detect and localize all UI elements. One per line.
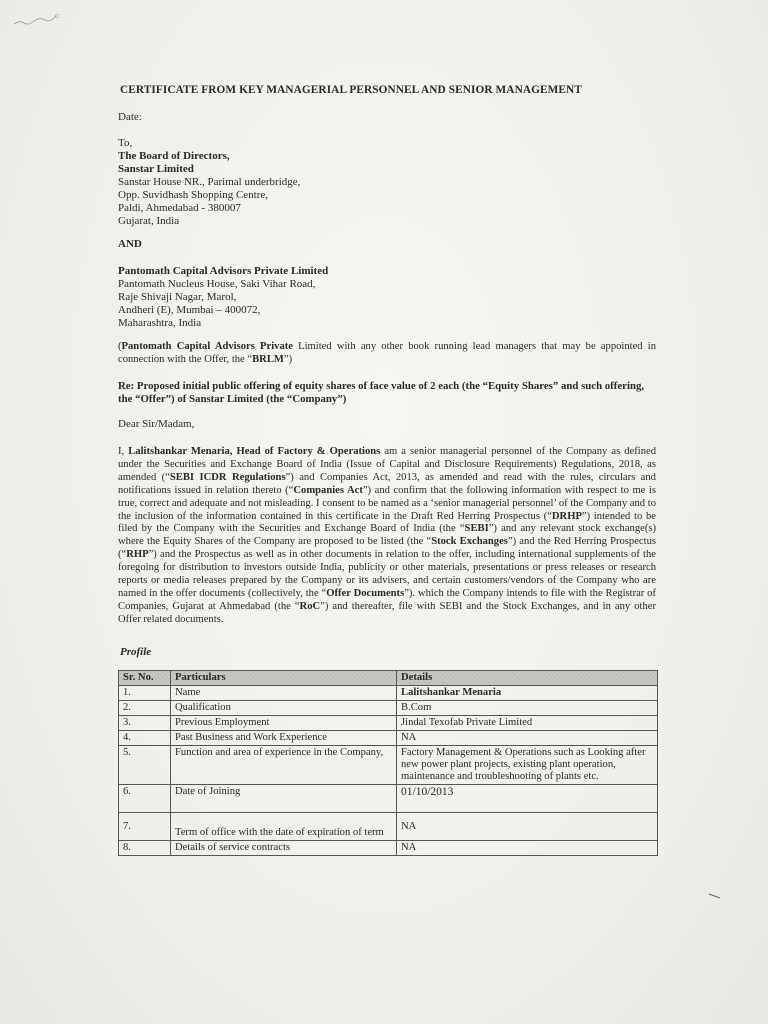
row-particular: Qualification [171,701,397,716]
subject-line: Re: Proposed initial public offering of equity shares of face value of 2 each (the “Equity Shares” and such offering, the “Offer”) of Sanstar Limited (the “Company”) [118,380,645,405]
table-row [119,731,658,746]
row-detail: Jindal Texofab Private Limited [397,716,658,731]
table-row [119,785,658,813]
profile-heading: Profile [120,646,152,658]
row-particular: Term of office with the date of expiration of term [171,813,397,841]
addressee-board: The Board of Directors, [118,150,230,162]
row-number: 5. [119,746,171,785]
row-detail: NA [397,841,658,856]
stray-pen-mark [708,893,722,899]
row-number: 7. [119,813,171,841]
pen-scribble-mark [12,8,62,30]
address-line: Pantomath Nucleus House, Saki Vihar Road, [118,278,316,290]
table-row [119,716,658,731]
column-header: Particulars [171,671,397,686]
row-particular: Past Business and Work Experience [171,731,397,746]
date-line: Date: [118,111,142,123]
address-line: Paldi, Ahmedabad - 380007 [118,202,241,214]
brlm-name: Pantomath Capital Advisors Private Limited [118,265,329,277]
table-row [119,813,658,841]
brlm-address-block [118,265,328,330]
body-paragraph: I, Lalitshankar Menaria, Head of Factory & Operations am a senior managerial personnel of the Company as defined under the Securities and Exchange Board of India (Issue of Capital and Disclosure Requirements) Regulations, 2018, as amended (“SEBI ICDR Regulations”) and Companies Act, 2013, as amended and read with the rules, circulars and notifications issued in relation thereto (“Companies Act”) and confirm that the following information with respect to me is true, correct and adequate and not misleading. I consent to be named as a ‘senior managerial personnel’ of the Company and to the inclusion of the information contained in this certificate in the Draft Red Herring Prospectus (“DRHP”) intended to be filed by the Company with the Securities and Exchange Board of India (the “SEBI”) and any relevant stock exchange(s) where the Equity Shares of the Company are proposed to be listed (the “Stock Exchanges”) and the Red Herring Prospectus (“RHP”) and the Prospectus as well as in other documents in relation to the offer, including international supplements of the foregoing for distribution to investors outside India, publicity or other materials, presentations or press releases or research reports or media releases prepared by the Company or its advisers, and certain customers/vendors of the Company who are named in the offer documents (collectively, the “Offer Documents”). which the Company intends to file with the Registrar of Companies, Gujarat at Ahmedabad (the “RoC”) and thereafter, file with SEBI and the Stock Exchanges, and in any other Offer related documents. [118,446,657,625]
row-number: 4. [119,731,171,746]
row-detail: NA [397,731,658,746]
column-header: Sr. No. [119,671,171,686]
row-particular: Function and area of experience in the Company, [171,746,397,785]
row-detail: B.Com [397,701,658,716]
row-detail: Lalitshankar Menaria [397,686,658,701]
row-detail: NA [397,813,658,841]
document-title: CERTIFICATE FROM KEY MANAGERIAL PERSONNEL AND SENIOR MANAGEMENT [120,84,582,96]
row-number: 6. [119,785,171,813]
table-row [119,841,658,856]
brlm-definition: (Pantomath Capital Advisors Private Limited with any other book running lead managers that may be appointed in connection with the Offer, the “BRLM”) [118,341,656,365]
addressee-company: Sanstar Limited [118,163,194,175]
row-number: 3. [119,716,171,731]
row-particular: Previous Employment [171,716,397,731]
row-particular: Details of service contracts [171,841,397,856]
address-line: Sanstar House NR., Parimal underbridge, [118,176,301,188]
column-header: Details [397,671,658,686]
row-detail: Factory Management & Operations such as Looking after new power plant projects, existing plant operation, maintenance and troubleshooting of plants etc. [397,746,658,785]
row-number: 1. [119,686,171,701]
table-header-row [119,671,658,686]
table-row [119,701,658,716]
address-line: Andheri (E), Mumbai – 400072, [118,304,261,316]
address-line: Gujarat, India [118,215,180,227]
table-row [119,746,658,785]
greeting: Dear Sir/Madam, [118,418,195,430]
row-number: 8. [119,841,171,856]
address-line: Raje Shivaji Nagar, Marol, [118,291,237,303]
row-detail: 01/10/2013 [397,785,658,813]
salutation-to: To, [118,137,133,149]
addressee-block [118,137,300,228]
address-line: Maharashtra, India [118,317,202,329]
row-number: 2. [119,701,171,716]
and-label: AND [118,238,142,250]
row-particular: Name [171,686,397,701]
profile-table [118,670,658,856]
address-line: Opp. Suvidhash Shopping Centre, [118,189,269,201]
row-particular: Date of Joining [171,785,397,813]
table-row [119,686,658,701]
